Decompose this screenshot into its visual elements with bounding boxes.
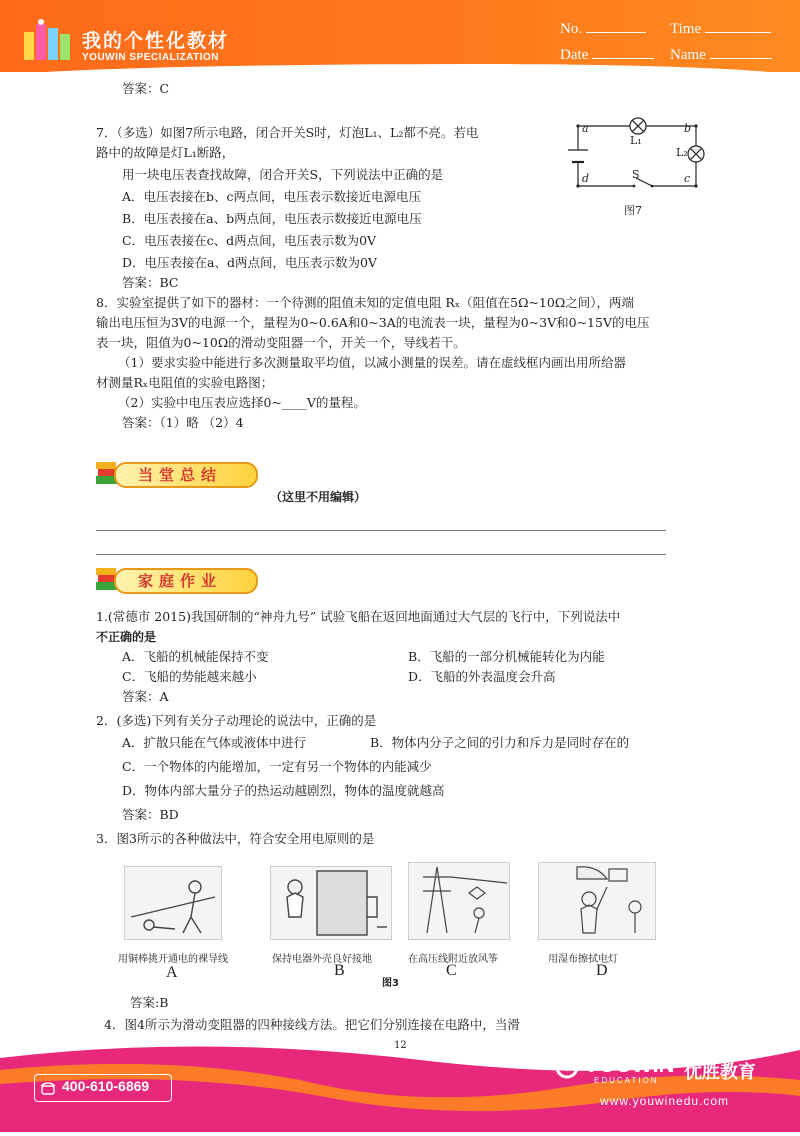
- brand-cn: 优胜教育: [684, 1062, 756, 1083]
- picture-c-letter: C: [446, 962, 457, 979]
- hw1-option-b: B．飞船的一部分机械能转化为内能: [408, 649, 605, 664]
- hw2-line1: 2．(多选)下列有关分子动理论的说法中，正确的是: [96, 713, 377, 728]
- picture-c-caption: 在高压线附近放风筝: [408, 954, 498, 965]
- hw1-option-a: A．飞船的机械能保持不变: [122, 649, 269, 664]
- name-label: Name: [670, 47, 706, 63]
- date-blank: [592, 44, 654, 59]
- picture-d: [538, 862, 656, 940]
- q8-line4: （1）要求实验中能进行多次测量取平均值，以减小测量的误差。请在虚线框内画出用所给器: [118, 355, 626, 370]
- summary-title: 当堂总结: [138, 466, 223, 484]
- time-field: [670, 18, 771, 38]
- q7-option-a: A．电压表接在b、c两点间，电压表示数接近电源电压: [122, 189, 422, 204]
- header-title: 我的个性化教材: [82, 30, 230, 52]
- fig7-point-d: d: [582, 172, 590, 185]
- picture-b: [270, 866, 392, 940]
- picture-b-caption: 保持电器外壳良好接地: [272, 954, 372, 965]
- name-blank: [710, 44, 772, 59]
- q7-line1: 7．（多选）如图7所示电路，闭合开关S时，灯泡L₁、L₂都不亮。若电: [96, 125, 479, 140]
- picture-a: [124, 866, 222, 940]
- hw1-line2: 不正确的是: [96, 630, 157, 644]
- picture-c: [408, 862, 510, 940]
- date-field: [560, 44, 654, 64]
- q7-option-d: D．电压表接在a、d两点间，电压表示数为0V: [122, 255, 377, 270]
- fig7-point-a: a: [582, 122, 589, 135]
- summary-note: （这里不用编辑）: [270, 490, 367, 504]
- picture-a-letter: A: [166, 964, 178, 981]
- hw2-option-b: B．物体内分子之间的引力和斥力是同时存在的: [370, 735, 630, 750]
- homework-banner: [94, 564, 254, 594]
- no-label: No.: [560, 21, 583, 37]
- hw2-option-d: D．物体内部大量分子的热运动越剧烈，物体的温度就越高: [122, 783, 445, 798]
- hw2-answer: 答案：BD: [122, 807, 179, 822]
- fig3-caption: 图3: [382, 978, 399, 989]
- fig7-switch-s: S: [632, 168, 640, 181]
- hw3-line1: 3．图3所示的各种做法中，符合安全用电原则的是: [96, 831, 375, 846]
- q7-option-b: B．电压表接在a、b两点间，电压表示数接近电源电压: [122, 211, 422, 226]
- hw1-line1: 1.(常德市 2015)我国研制的“神舟九号” 试验飞船在返回地面通过大气层的飞行中，下列说法中: [96, 609, 621, 624]
- logo-icon: [22, 18, 74, 62]
- hw2-option-c: C．一个物体的内能增加，一定有另一个物体的内能减少: [122, 759, 432, 774]
- summary-banner: [94, 458, 254, 488]
- homework-title: 家庭作业: [138, 572, 223, 590]
- hw1-option-d: D．飞船的外表温度会升高: [408, 669, 556, 684]
- picture-d-caption: 用湿布擦拭电灯: [548, 954, 618, 965]
- q8-line5: 材测量Rₓ电阻值的实验电路图；: [96, 375, 274, 390]
- name-field: [670, 44, 772, 64]
- picture-b-letter: B: [334, 962, 345, 979]
- hw4-line1: 4．图4所示为滑动变阻器的四种接线方法。把它们分别连接在电路中，当滑: [104, 1017, 520, 1032]
- q8-line1: 8．实验室提供了如下的器材：一个待测的阻值未知的定值电阻 Rₓ（阻值在5Ω~10Ω之间），两端: [96, 295, 634, 310]
- brand-logo-icon: [554, 1054, 580, 1080]
- picture-d-letter: D: [596, 962, 608, 979]
- hw1-answer: 答案：A: [122, 689, 169, 704]
- q7-answer: 答案：BC: [122, 275, 179, 290]
- time-blank: [705, 18, 771, 33]
- fig7-point-c: c: [684, 172, 691, 185]
- q8-line6: （2）实验中电压表应选择0~____V的量程。: [118, 395, 366, 410]
- fig7-caption: 图7: [624, 204, 642, 217]
- q7-line3: 用一块电压表查找故障，闭合开关S，下列说法中正确的是: [122, 167, 444, 182]
- time-label: Time: [670, 21, 702, 37]
- page-number: 12: [394, 1040, 407, 1051]
- phone-icon: [40, 1080, 56, 1096]
- header-subtitle: YOUWIN SPECIALIZATION: [82, 52, 219, 63]
- fig7-lamp-l1: L₁: [630, 134, 642, 147]
- date-label: Date: [560, 47, 589, 63]
- q8-line3: 表一块，阻值为0~10Ω的滑动变阻器一个，开关一个，导线若干。: [96, 335, 466, 350]
- hw2-option-a: A．扩散只能在气体或液体中进行: [122, 735, 307, 750]
- summary-rule-1: [96, 530, 666, 531]
- q7-option-c: C．电压表接在c、d两点间，电压表示数为0V: [122, 233, 377, 248]
- answer-prev: 答案：C: [122, 81, 170, 96]
- no-field: [560, 18, 646, 38]
- phone-number: 400-610-6869: [62, 1078, 150, 1094]
- picture-a-caption: 用铜棒挑开通电的裸导线: [118, 954, 228, 965]
- no-blank: [586, 18, 646, 33]
- brand-sub: EDUCATION: [594, 1076, 659, 1085]
- fig7-lamp-l2: L₂: [676, 146, 688, 159]
- footer-url[interactable]: www.youwinedu.com: [600, 1094, 730, 1108]
- q8-line2: 输出电压恒为3V的电源一个，量程为0~0.6A和0~3A的电流表一块，量程为0~3V和0~15V的电压: [96, 315, 650, 330]
- brand-name: YOUWIN: [584, 1052, 675, 1077]
- summary-rule-2: [96, 554, 666, 555]
- fig7-point-b: b: [684, 122, 692, 135]
- q7-line2: 路中的故障是灯L₁断路，: [96, 145, 235, 160]
- hw1-option-c: C．飞船的势能越来越小: [122, 669, 257, 684]
- hw3-answer: 答案:B: [130, 995, 169, 1010]
- q8-answer: 答案：（1）略 （2）4: [122, 415, 244, 430]
